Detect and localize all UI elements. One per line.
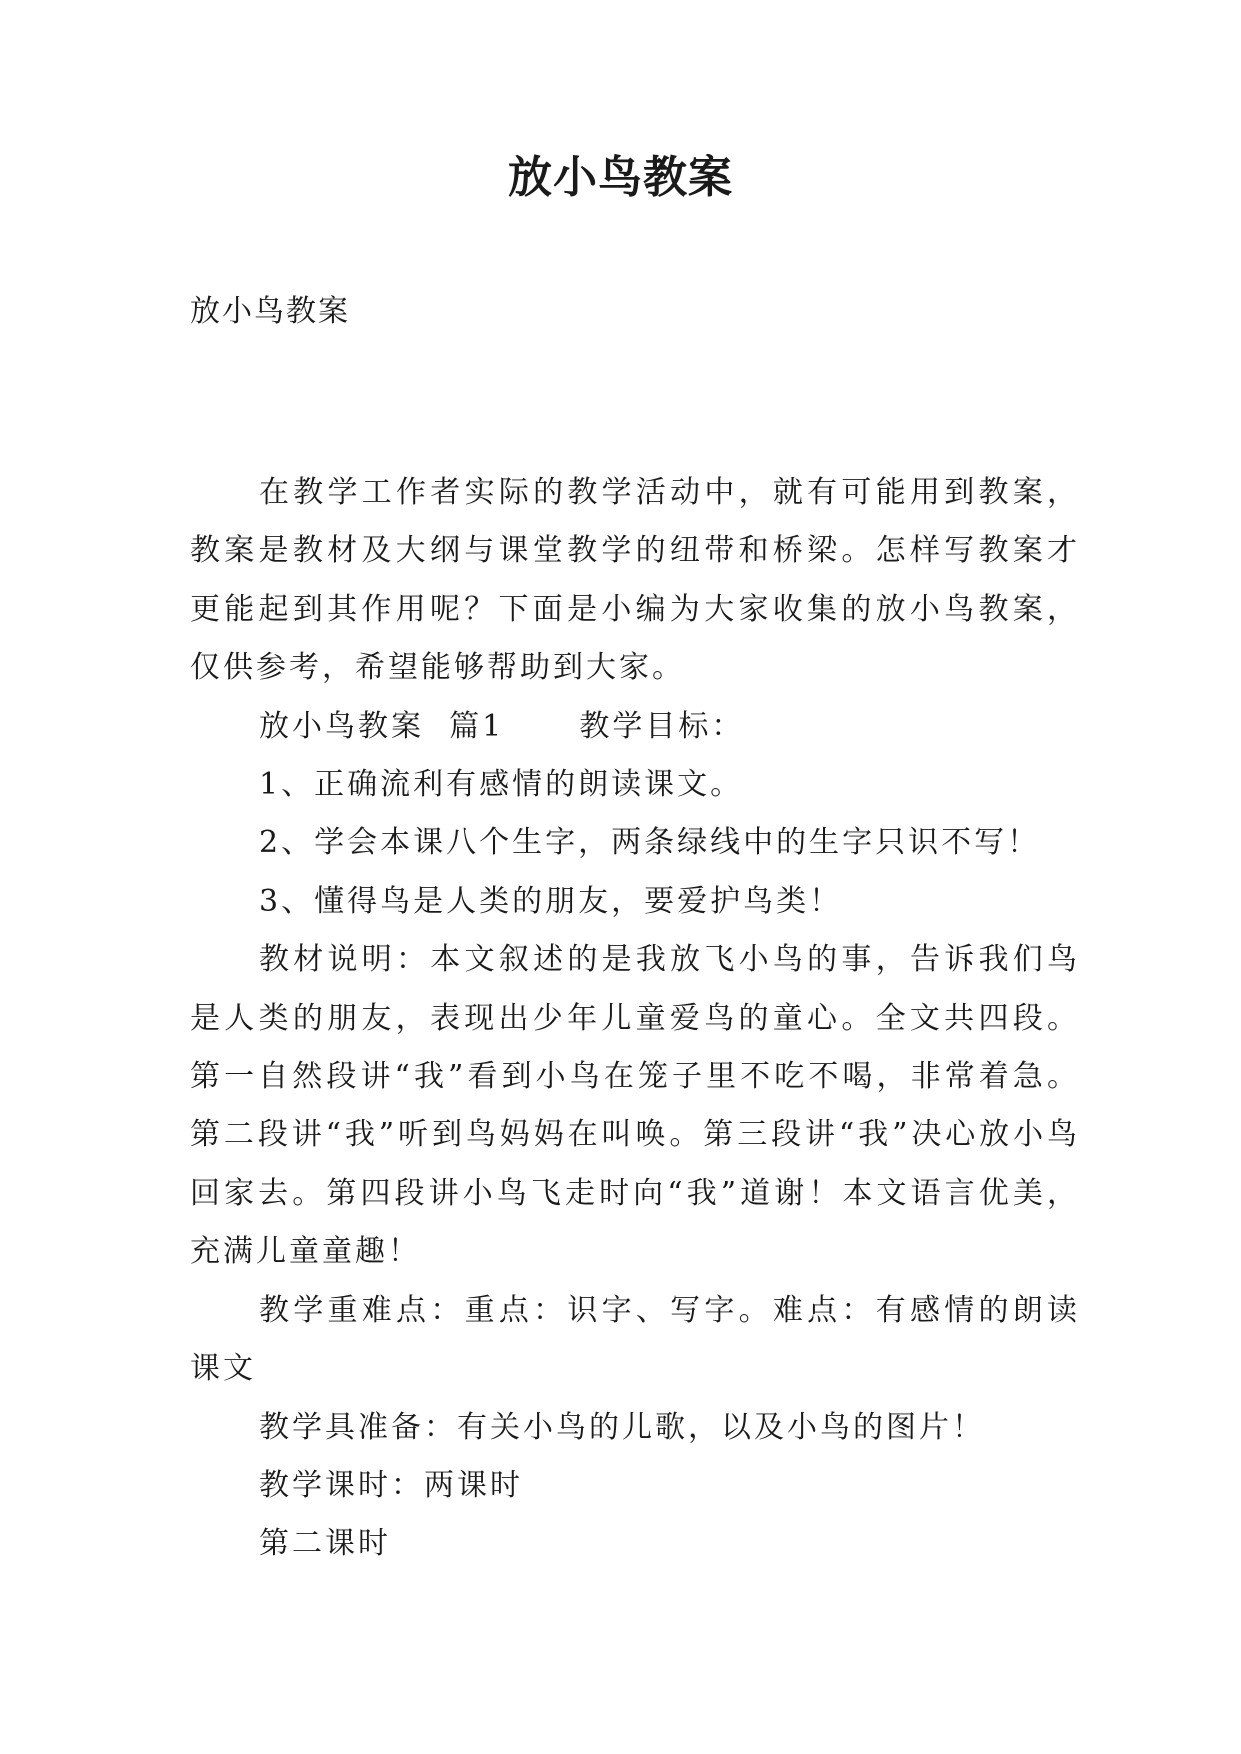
teaching-aids-paragraph: 教学具准备：有关小鸟的儿歌，以及小鸟的图片！ xyxy=(259,1409,985,1445)
objective-item-2: 2、学会本课八个生字，两条绿线中的生字只识不写！ xyxy=(259,825,1041,861)
material-description-paragraph: 教材说明：本文叙述的是我放飞小鸟的事，告诉我们鸟是人类的朋友，表现出少年儿童爱鸟的童心。全文共四段。第一自然段讲“我”看到小鸟在笼子里不吃不喝，非常着急。第二段讲“我”听到鸟妈妈在叫唤。第三段讲“我”决心放小鸟回家去。第四段讲小鸟飞走时向“我”道谢！本文语言优美，充满儿童童趣！ xyxy=(190,942,1080,1270)
objective-item-3: 3、懂得鸟是人类的朋友，要爱护鸟类！ xyxy=(259,883,843,919)
class-hours-paragraph: 教学课时：两课时 xyxy=(259,1467,523,1503)
key-points-paragraph: 教学重难点：重点：识字、写字。难点：有感情的朗读课文 xyxy=(190,1292,1080,1387)
second-lesson-heading: 第二课时 xyxy=(259,1526,391,1562)
intro-paragraph: 在教学工作者实际的教学活动中，就有可能用到教案，教案是教材及大纲与课堂教学的纽带和桥梁。怎样写教案才更能起到其作用呢？下面是小编为大家收集的放小鸟教案，仅供参考，希望能够帮助到大家。 xyxy=(190,475,1080,686)
document-subtitle: 放小鸟教案 xyxy=(190,294,350,329)
objective-item-1: 1、正确流利有感情的朗读课文。 xyxy=(259,767,744,803)
document-title: 放小鸟教案 xyxy=(508,152,733,203)
section-heading-objectives: 放小鸟教案 篇1 教学目标： xyxy=(259,708,745,744)
document-body xyxy=(190,464,1080,1574)
